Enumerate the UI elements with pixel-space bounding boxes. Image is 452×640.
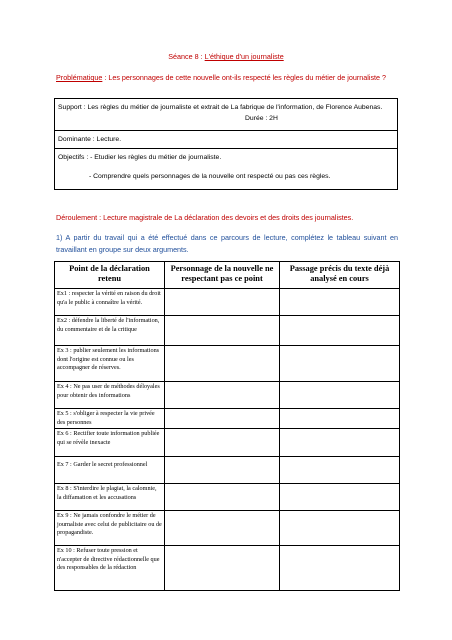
- objectif-2: - Comprendre quels personnages de la nouvelle ont respecté ou pas ces règles.: [89, 173, 331, 180]
- response-table: [54, 261, 400, 591]
- personnage-cell[interactable]: [165, 346, 280, 382]
- title-prefix: Séance 8 :: [168, 52, 205, 61]
- passage-cell[interactable]: [280, 429, 400, 457]
- table-row: [55, 429, 400, 457]
- personnage-cell[interactable]: [165, 511, 280, 546]
- table-row: [55, 289, 400, 316]
- support-cell: [55, 99, 398, 131]
- dominante-text: Dominante : Lecture.: [58, 136, 122, 143]
- passage-cell[interactable]: [280, 511, 400, 546]
- table-row: [55, 546, 400, 591]
- personnage-cell[interactable]: [165, 316, 280, 346]
- header-passage: Passage précis du texte déjà analysé en cours: [280, 262, 400, 289]
- point-cell: Ex 5 : s'obliger à respecter la vie privée des personnes: [55, 409, 165, 429]
- point-cell: Ex 4 : Ne pas user de méthodes déloyales pour obtenir des informations: [55, 382, 165, 409]
- dominante-row: [55, 131, 398, 149]
- point-cell: Ex2 : défendre la liberté de l'information, du commentaire et de la critique: [55, 316, 165, 346]
- dominante-cell: [55, 131, 398, 149]
- point-cell: Ex 10 : Refuser toute pression et n'accepter de directive rédactionnelle que des responsables de la rédaction: [55, 546, 165, 591]
- header-personnage: Personnage de la nouvelle ne respectant pas ce point: [165, 262, 280, 289]
- passage-cell[interactable]: [280, 289, 400, 316]
- point-cell: Ex 3 : publier seulement les informations dont l'origine est connue ou les accompagner de réserves.: [55, 346, 165, 382]
- objectif-1: - Etudier les règles du métier de journaliste.: [90, 154, 222, 161]
- passage-cell[interactable]: [280, 457, 400, 484]
- point-cell: Ex 8 : S'interdire le plagiat, la calomnie, la diffamation et les accusations: [55, 484, 165, 511]
- table-row: [55, 346, 400, 382]
- problematique-label: Problématique: [56, 73, 103, 82]
- personnage-cell[interactable]: [165, 546, 280, 591]
- point-cell: Ex 9 : Ne jamais confondre le métier de journaliste avec celui de publicitaire ou de propagandiste.: [55, 511, 165, 546]
- objectifs-row: [55, 149, 398, 190]
- personnage-cell[interactable]: [165, 484, 280, 511]
- duree-text: Durée : 2H: [245, 115, 278, 122]
- page-title: [0, 52, 452, 61]
- table-header-row: [55, 262, 400, 289]
- deroulement: Déroulement : Lecture magistrale de La déclaration des devoirs et des droits des journalistes.: [56, 213, 354, 222]
- passage-cell[interactable]: [280, 346, 400, 382]
- problematique-text: : Les personnages de cette nouvelle ont-ils respecté les règles du métier de journaliste ?: [102, 73, 387, 82]
- info-box: [54, 98, 398, 190]
- support-text: Support : Les règles du métier de journaliste et extrait de La fabrique de l'information, de Florence Aubenas.: [58, 104, 383, 111]
- question-1: 1) A partir du travail qui a été effectué dans ce parcours de lecture, complétez le tableau suivant en travaillant en groupe sur deux arguments.: [56, 233, 398, 254]
- objectif-line-2: [58, 171, 394, 182]
- passage-cell[interactable]: [280, 546, 400, 591]
- objectif-line-1: [58, 152, 394, 163]
- table-row: [55, 316, 400, 346]
- objectifs-cell: [55, 149, 398, 190]
- passage-cell[interactable]: [280, 484, 400, 511]
- personnage-cell[interactable]: [165, 289, 280, 316]
- point-cell: Ex 6 : Rectifier toute information publiée qui se révèle inexacte: [55, 429, 165, 457]
- header-point: Point de la déclaration retenu: [55, 262, 165, 289]
- table-row: [55, 409, 400, 429]
- personnage-cell[interactable]: [165, 457, 280, 484]
- personnage-cell[interactable]: [165, 429, 280, 457]
- table-row: [55, 457, 400, 484]
- point-cell: Ex 7 : Garder le secret professionnel: [55, 457, 165, 484]
- title-main: L'éthique d'un journaliste: [204, 52, 284, 61]
- table-row: [55, 484, 400, 511]
- table-row: [55, 382, 400, 409]
- passage-cell[interactable]: [280, 382, 400, 409]
- personnage-cell[interactable]: [165, 409, 280, 429]
- table-row: [55, 511, 400, 546]
- support-row: [55, 99, 398, 131]
- passage-cell[interactable]: [280, 409, 400, 429]
- objectifs-label: Objectifs :: [58, 154, 89, 161]
- personnage-cell[interactable]: [165, 382, 280, 409]
- problematique: [56, 72, 398, 84]
- passage-cell[interactable]: [280, 316, 400, 346]
- point-cell: Ex1 : respecter la vérité en raison du droit qu'a le public à connaître la vérité.: [55, 289, 165, 316]
